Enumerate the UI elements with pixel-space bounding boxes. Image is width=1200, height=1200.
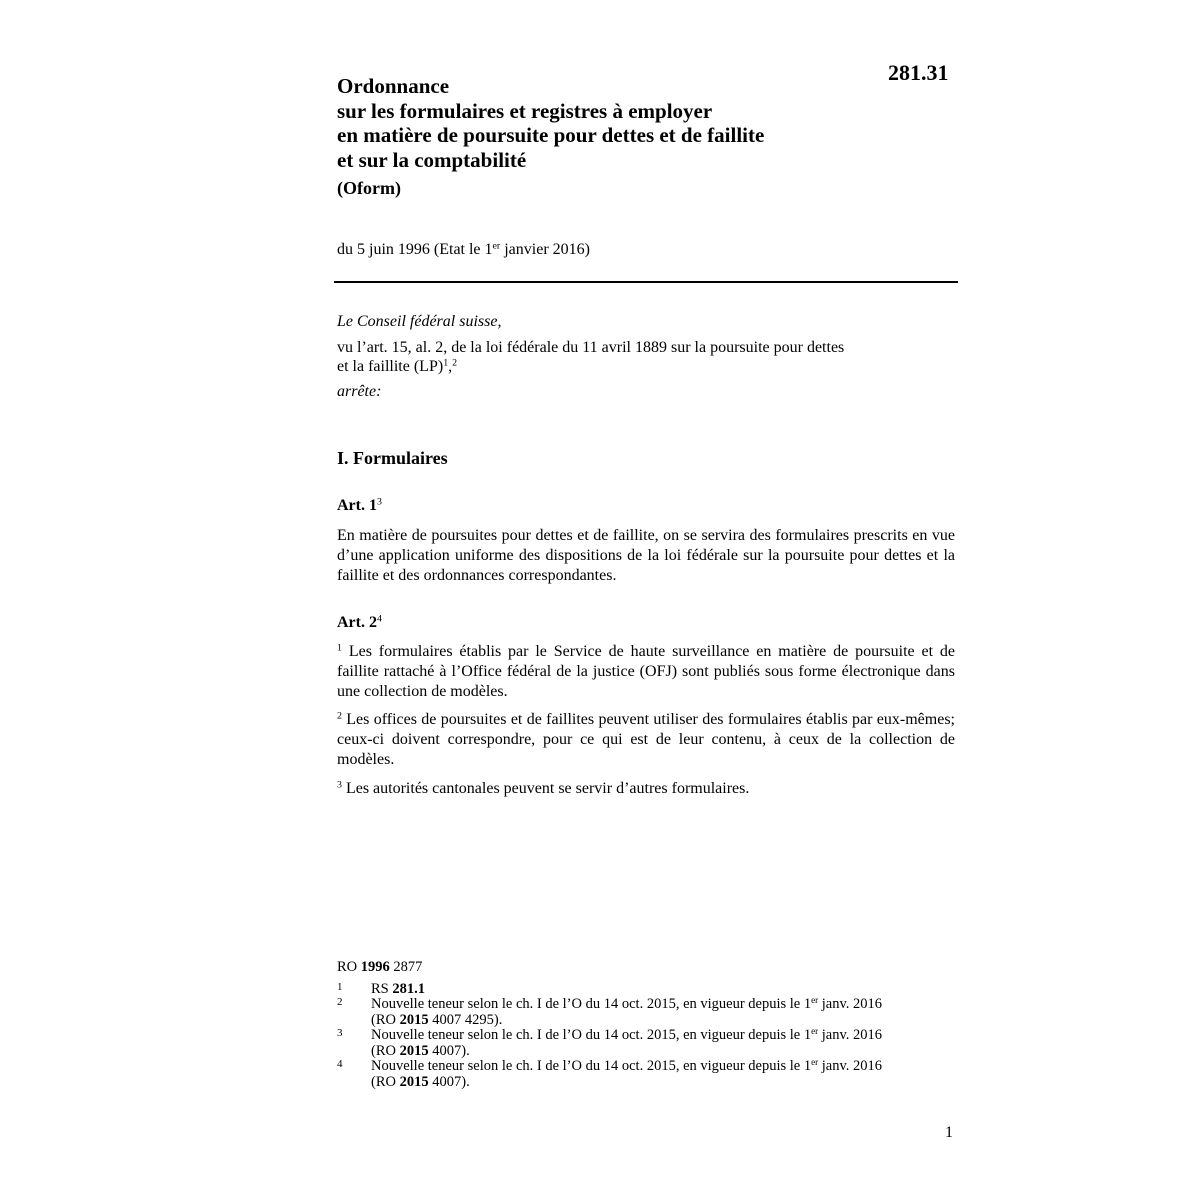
source-year: 1996	[360, 959, 390, 975]
source-page: 2877	[389, 959, 423, 975]
footnote-text: janv. 2016	[818, 1058, 883, 1074]
footnote-text: (RO	[371, 1042, 400, 1059]
official-compilation-source	[337, 960, 957, 976]
footnote-number: 4	[337, 1058, 343, 1070]
article-2-title	[337, 614, 382, 632]
footnote-text: 4007 4295).	[428, 1011, 503, 1028]
document-title	[337, 74, 857, 172]
paragraph-text: Les formulaires établis par le Service de haute surveillance en matière de poursuite et de faillite rattaché à l’Office fédéral de la justice (OFJ) sont publiés sous forme électronique dans une collection de modèles.	[337, 643, 955, 700]
footnote-item	[337, 982, 957, 998]
footnote-bold: 2015	[399, 1011, 429, 1028]
footnote-text: (RO	[371, 1073, 400, 1090]
preamble-decree: arrête:	[337, 383, 382, 400]
chapter-heading: I. Formulaires	[337, 448, 448, 468]
footnote-sup: er	[811, 995, 819, 1006]
footnote-item	[337, 997, 957, 1028]
footnote-sup: er	[811, 1057, 819, 1068]
article-1-paragraph	[337, 526, 955, 586]
footnote-item	[337, 1059, 957, 1090]
title-line: sur les formulaires et registres à employer	[337, 98, 713, 123]
article-2-paragraph-3	[337, 779, 955, 799]
paragraph-number: 1	[337, 642, 342, 654]
footnote-item	[337, 1028, 957, 1059]
paragraph-text: Les offices de poursuites et de faillites peuvent utiliser des formulaires établis par eux-mêmes; ceux-ci doivent correspondre, pour ce qui est de leur contenu, à ceux de la collection de modèles.	[337, 711, 955, 768]
title-line: et sur la comptabilité	[337, 147, 527, 172]
footnote-text: Nouvelle teneur selon le ch. I de l’O du 14 oct. 2015, en vigueur depuis le 1	[371, 996, 812, 1012]
title-line: en matière de poursuite pour dettes et de faillite	[337, 123, 765, 147]
footnote-text: 4007).	[428, 1073, 470, 1090]
footnote-text: Nouvelle teneur selon le ch. I de l’O du 14 oct. 2015, en vigueur depuis le 1	[371, 1027, 812, 1043]
footnote-ref-separator: ,	[448, 358, 453, 375]
date-prefix: du 5 juin 1996 (Etat le 1	[337, 241, 493, 258]
date-suffix: janvier 2016)	[500, 241, 590, 258]
article-title-text: Art. 1	[337, 497, 377, 514]
abbreviation: (Oform)	[337, 178, 401, 198]
sr-number: 281.31	[888, 60, 949, 85]
footnote-bold: 2015	[399, 1073, 429, 1090]
footnote-ref[interactable]: 2	[452, 357, 458, 369]
article-1-title	[337, 497, 382, 515]
preamble-basis-line1: vu l’art. 15, al. 2, de la loi fédérale du 11 avril 1889 sur la poursuite pour dettes	[337, 339, 845, 356]
title-line: Ordonnance	[337, 74, 450, 98]
footnote-text: (RO	[371, 1011, 400, 1028]
article-title-text: Art. 2	[337, 614, 377, 631]
footnote-ref[interactable]: 4	[376, 613, 382, 625]
date-superscript: er	[492, 240, 501, 252]
footnote-ref[interactable]: 1	[443, 357, 449, 369]
preamble-basis	[337, 338, 957, 376]
paragraph-text: En matière de poursuites pour dettes et de faillite, on se servira des formulaires prescrits en vue d’une application uniforme des dispositions de la loi fédérale sur la poursuite pour dettes et la faillite et des ordonnances correspondantes.	[337, 527, 955, 584]
page-number: 1	[945, 1124, 953, 1141]
paragraph-number: 2	[337, 710, 342, 722]
footnote-number: 1	[337, 980, 343, 993]
footnote-text: Nouvelle teneur selon le ch. I de l’O du 14 oct. 2015, en vigueur depuis le 1	[371, 1058, 812, 1074]
article-2-paragraph-1	[337, 642, 955, 702]
footnote-text: janv. 2016	[818, 996, 883, 1012]
footnote-sup: er	[811, 1026, 819, 1037]
footnote-bold: 281.1	[392, 980, 425, 997]
footnote-text: janv. 2016	[818, 1027, 883, 1043]
preamble-council: Le Conseil fédéral suisse,	[337, 313, 502, 330]
footnote-text: RS	[371, 980, 393, 997]
footnotes-section	[337, 960, 957, 1090]
footnote-bold: 2015	[399, 1042, 429, 1059]
footnote-ref[interactable]: 3	[376, 496, 382, 508]
footnote-text: 4007).	[428, 1042, 470, 1059]
paragraph-text: Les autorités cantonales peuvent se servir d’autres formulaires.	[341, 780, 750, 797]
paragraph-number: 3	[337, 779, 342, 791]
document-date	[337, 241, 590, 259]
footnote-number: 3	[337, 1027, 343, 1039]
article-2-paragraph-2	[337, 710, 955, 770]
title-divider	[334, 281, 958, 283]
footnote-number: 2	[337, 996, 343, 1008]
source-prefix: RO	[337, 959, 361, 975]
preamble-basis-line2: et la faillite (LP)	[337, 358, 444, 375]
preamble	[337, 312, 957, 401]
